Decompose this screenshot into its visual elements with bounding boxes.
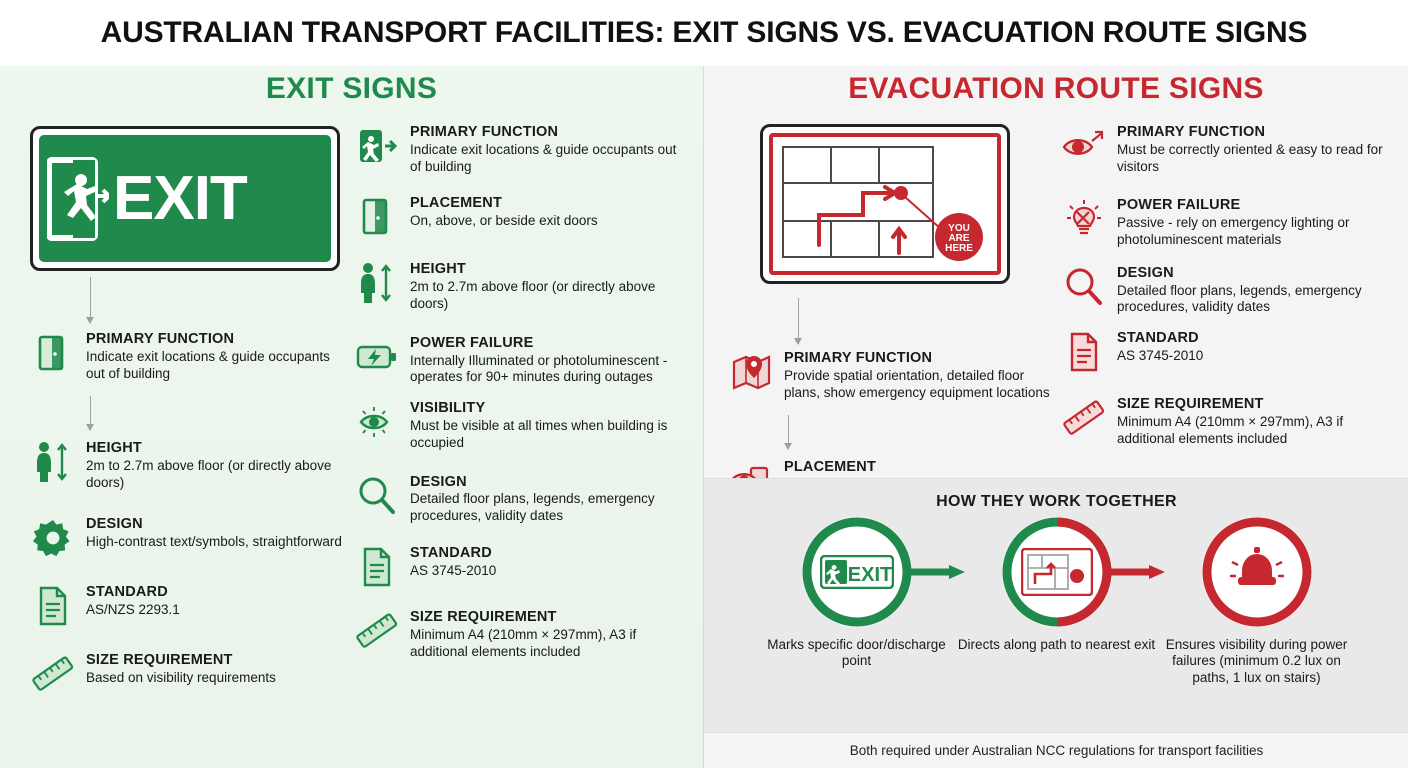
list-item [354,609,684,660]
footer-text: Both required under Australian NCC regulations for transport facilities [849,743,1264,758]
item-desc: On, above, or beside exit doors [410,213,598,229]
item-label: DESIGN [1116,264,1174,281]
item-label: DESIGN [86,515,143,532]
title-bar [0,0,1408,66]
item-desc: AS 3745-2010 [410,562,497,578]
ruler-icon [1061,396,1107,440]
exit-sign-graphic [30,126,340,271]
item-desc: Passive - rely on emergency lighting or photoluminescent materials [1116,215,1350,247]
together-step-3 [1157,517,1357,686]
together-step-1 [757,517,957,670]
document-icon [1061,330,1107,374]
exit-sign-text: EXIT [113,164,247,233]
magnifier-icon [354,474,400,518]
together-steps [704,517,1408,686]
flow-arrow-2 [90,396,91,430]
item-label: POWER FAILURE [410,334,534,351]
gear-icon [30,516,76,560]
item-label: STANDARD [86,583,168,600]
step-circle [802,517,912,627]
exit-sign-icon [820,555,894,589]
magnifier-icon [1061,265,1107,309]
footer-note [704,732,1408,768]
comparison-columns [0,66,1408,768]
list-item [354,545,684,589]
exit-signs-column-a [14,120,354,710]
item-desc: AS/NZS 2293.1 [86,601,180,617]
list-item [1061,124,1398,175]
item-label: PRIMARY FUNCTION [1116,124,1266,140]
item-label: POWER FAILURE [1116,197,1241,214]
svg-text:YOU: YOU [948,223,970,234]
list-item [30,584,344,628]
list-item [1061,197,1398,248]
evacuation-body [704,106,1408,517]
item-label: PLACEMENT [410,195,503,212]
flow-arrow-1 [90,277,91,323]
item-desc: Must be visible at all times when building is occupied [410,417,668,450]
eye-icon [354,400,400,444]
how-they-work-together-section [704,478,1408,732]
item-desc: Based on visibility requirements [86,669,276,685]
evacuation-plan-icon [1021,548,1093,596]
list-item [728,350,1055,401]
bulb-off-icon [1061,197,1107,241]
item-desc: Indicate exit locations & guide occupants out of building [86,348,330,381]
list-item [354,124,684,175]
list-item [30,331,344,382]
step-caption: Marks specific door/discharge point [767,637,946,669]
item-desc: Internally Illuminated or photoluminescent - operates for 90+ minutes during outages [410,352,668,385]
list-item [354,195,684,239]
together-heading: HOW THEY WORK TOGETHER [936,493,1177,510]
step-circle [1002,517,1112,627]
list-item [354,400,684,451]
flow-arrow-4 [788,415,789,449]
together-step-2 [957,517,1157,653]
list-item [30,440,344,491]
item-label: PRIMARY FUNCTION [86,331,235,347]
item-desc: Must be correctly oriented & easy to read for visitors [1116,141,1383,174]
map-pin-icon [728,350,774,394]
door-icon [354,195,400,239]
item-label: SIZE REQUIREMENT [1116,396,1264,413]
exit-signs-heading-wrap [0,66,703,106]
exit-signs-heading: EXIT SIGNS [265,72,438,105]
evacuation-column-b [1061,118,1398,517]
floor-plan-you-are-here-icon [760,124,1010,284]
document-icon [354,545,400,589]
item-label: HEIGHT [86,440,142,457]
item-label: SIZE REQUIREMENT [86,651,233,668]
person-height-icon [354,261,400,305]
list-item [354,474,684,525]
item-desc: Indicate exit locations & guide occupants out of building [410,141,677,174]
list-item [1061,396,1398,447]
evacuation-route-signs-column [703,66,1408,768]
ruler-icon [354,609,400,653]
step-circle [1202,517,1312,627]
list-item [354,261,684,312]
document-icon [30,584,76,628]
exit-signs-column [0,66,703,768]
eye-orientation-icon [1061,124,1107,168]
svg-text:HERE: HERE [945,243,973,254]
page-title: AUSTRALIAN TRANSPORT FACILITIES: EXIT SIGNS VS. EVACUATION ROUTE SIGNS [100,16,1308,49]
evacuation-column-a [714,118,1061,517]
item-desc: 2m to 2.7m above floor (or directly above doors) [410,279,656,311]
item-label: HEIGHT [410,261,466,278]
item-desc: Detailed floor plans, legends, emergency procedures, validity dates [410,491,655,524]
emergency-light-icon [1226,546,1288,598]
item-desc: Provide spatial orientation, detailed floor plans, show emergency equipment locations [784,367,1050,400]
item-desc: AS 3745-2010 [1116,347,1204,363]
list-item [1061,330,1398,374]
ruler-icon [30,652,76,696]
list-item [354,335,684,386]
item-desc: Minimum A4 (210mm × 297mm), A3 if additional elements included [410,626,637,659]
item-label: PLACEMENT [784,459,877,476]
exit-running-icon [354,124,400,168]
evacuation-heading-wrap [704,66,1408,106]
item-desc: 2m to 2.7m above floor (or directly above doors) [86,458,332,490]
item-desc: High-contrast text/symbols, straightforward [86,533,342,549]
list-item [30,652,344,696]
step-caption: Ensures visibility during power failures (minimum 0.2 lux on paths, 1 lux on stairs) [1165,637,1348,685]
list-item [30,516,344,560]
item-desc: Minimum A4 (210mm × 297mm), A3 if additional elements included [1116,413,1344,446]
exit-signs-body [0,106,703,710]
item-label: SIZE REQUIREMENT [410,609,557,626]
list-item [1061,265,1398,316]
step-caption: Directs along path to nearest exit [957,637,1156,652]
door-icon [30,331,76,375]
svg-text:EXIT: EXIT [847,564,892,586]
item-label: STANDARD [1116,330,1199,347]
item-label: DESIGN [410,473,467,490]
item-label: PRIMARY FUNCTION [784,350,933,366]
svg-text:ARE: ARE [948,233,970,244]
item-label: PRIMARY FUNCTION [410,124,559,140]
battery-bolt-icon [354,335,400,379]
running-person-exit-door-icon [47,156,109,242]
person-height-icon [30,440,76,484]
evacuation-signs-heading: EVACUATION ROUTE SIGNS [848,72,1264,105]
item-desc: Detailed floor plans, legends, emergency procedures, validity dates [1116,282,1362,315]
exit-signs-column-b [354,120,684,710]
flow-arrow-3 [798,298,799,344]
item-label: VISIBILITY [410,400,486,417]
item-label: STANDARD [410,545,492,562]
